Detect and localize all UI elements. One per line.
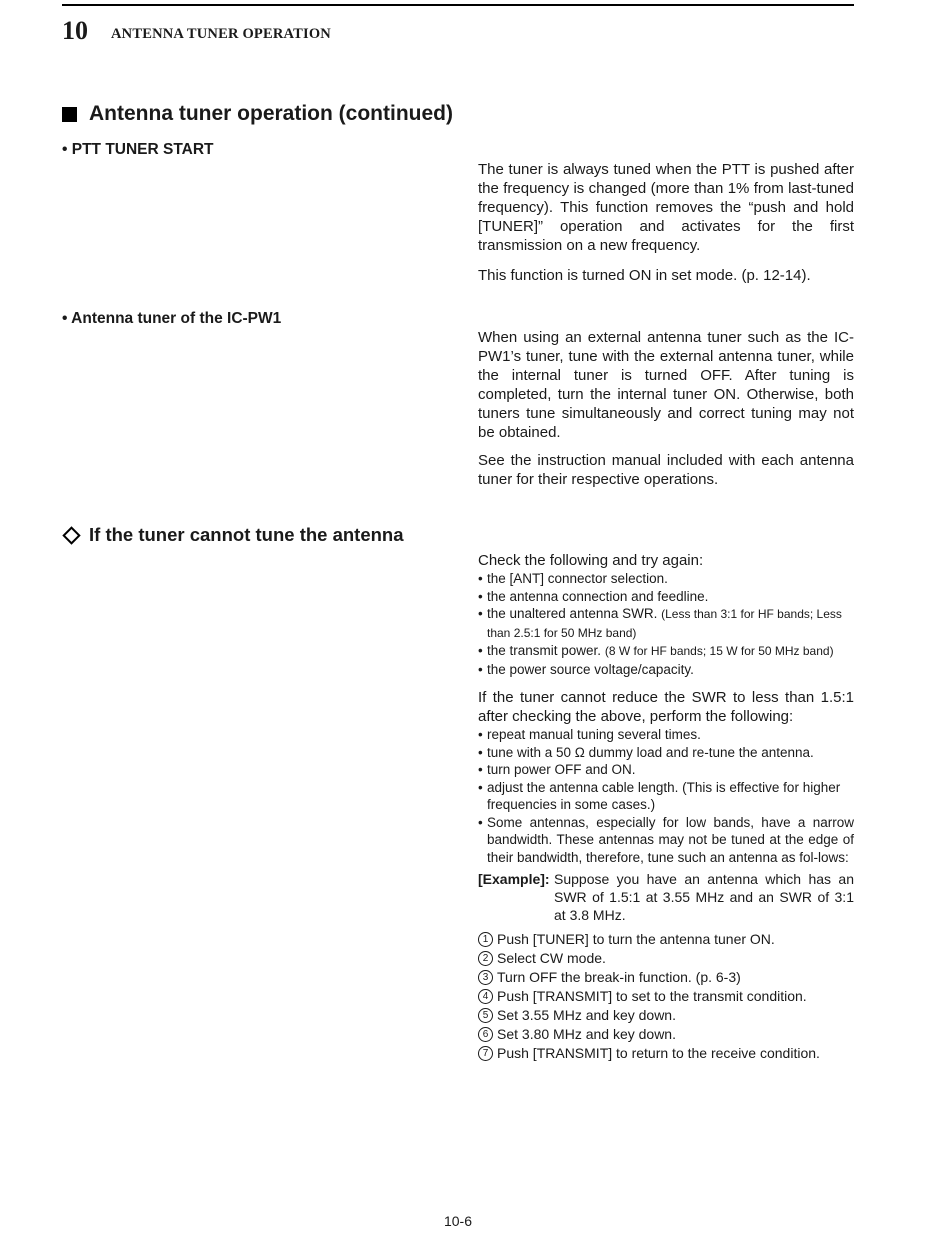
- step-item: 3 Turn OFF the break-in function. (p. 6-3): [478, 968, 854, 987]
- pw1-paragraph: When using an external antenna tuner such as the IC-PW1’s tuner, tune with the external antenna tuner, while the internal tuner is turned OFF. After tuning is completed, turn the internal tuner ON. Otherwise, both tuners tune simultaneously and correct tuning may not be obtained.: [478, 329, 854, 441]
- ptt-tuner-start-heading: • PTT TUNER START: [62, 141, 214, 158]
- check-intro: Check the following and try again:: [478, 552, 704, 569]
- list-item: • repeat manual tuning several times.: [478, 726, 854, 744]
- step-number: 3: [478, 970, 493, 985]
- list-item: • turn power OFF and ON.: [478, 761, 854, 779]
- list-item: • Some antennas, especially for low bands, have a narrow bandwidth. These antennas may not be tuned at the edge of their bandwidth, therefore, tune such an antenna as fol-lows:: [478, 814, 854, 867]
- page-number: 10-6: [443, 1213, 473, 1229]
- steps-list: [478, 930, 854, 1063]
- step-number: 5: [478, 1008, 493, 1023]
- list-item: • tune with a 50 Ω dummy load and re-tune the antenna.: [478, 744, 854, 762]
- step-number: 6: [478, 1027, 493, 1042]
- reduce-intro: If the tuner cannot reduce the SWR to less than 1.5:1 after checking the above, perform the following:: [478, 689, 854, 725]
- diamond-bullet-icon: [62, 526, 80, 544]
- step-item: 4 Push [TRANSMIT] to set to the transmit condition.: [478, 987, 854, 1006]
- list-item: • the transmit power. (8 W for HF bands; 15 W for 50 MHz band): [478, 642, 854, 661]
- example-text: Suppose you have an antenna which has an SWR of 1.5:1 at 3.55 MHz and an SWR of 3:1 at 3.8 MHz.: [554, 871, 854, 923]
- cannot-tune-heading-text: If the tuner cannot tune the antenna: [89, 524, 404, 545]
- step-item: 7 Push [TRANSMIT] to return to the receive condition.: [478, 1044, 854, 1063]
- list-item-note: (8 W for HF bands; 15 W for 50 MHz band): [604, 644, 834, 658]
- chapter-title: ANTENNA TUNER OPERATION: [111, 26, 331, 42]
- step-number: 7: [478, 1046, 493, 1061]
- list-item: • the antenna connection and feedline.: [478, 588, 854, 606]
- step-number: 4: [478, 989, 493, 1004]
- cannot-tune-heading: [62, 524, 404, 546]
- ptt-paragraph: The tuner is always tuned when the PTT is pushed after the frequency is changed (more than 1% from last-tuned frequency). This function removes the “push and hold [TUNER]” operation and activates for the first transmission on a new frequency.: [478, 161, 854, 254]
- list-item: • adjust the antenna cable length. (This is effective for higher frequencies in some cases.): [478, 779, 854, 814]
- step-item: 2 Select CW mode.: [478, 949, 854, 968]
- reduce-list: [478, 726, 854, 866]
- ic-pw1-heading: • Antenna tuner of the IC-PW1: [62, 310, 282, 327]
- list-item: • the [ANT] connector selection.: [478, 570, 854, 588]
- ic-pw1-body: [478, 328, 854, 489]
- step-item: 5 Set 3.55 MHz and key down.: [478, 1006, 854, 1025]
- example-block: [478, 870, 854, 924]
- cannot-tune-body: [478, 551, 854, 1063]
- check-list: [478, 570, 854, 678]
- step-number: 1: [478, 932, 493, 947]
- step-number: 2: [478, 951, 493, 966]
- ptt-tuner-start-body: [478, 160, 854, 285]
- square-bullet-icon: [62, 107, 77, 122]
- chapter-number: 10: [62, 16, 88, 45]
- example-label: [Example]:: [478, 871, 550, 887]
- list-item: • the unaltered antenna SWR. (Less than 3:1 for HF bands; Less than 2.5:1 for 50 MHz band): [478, 605, 854, 642]
- list-item-note: (Less than 3:1 for HF bands; Less than 2.5:1 for 50 MHz band): [487, 607, 842, 640]
- step-item: 6 Set 3.80 MHz and key down.: [478, 1025, 854, 1044]
- section-title-text: Antenna tuner operation (continued): [89, 102, 453, 125]
- ptt-paragraph: This function is turned ON in set mode. (p. 12-14).: [478, 267, 811, 284]
- pw1-paragraph: See the instruction manual included with each antenna tuner for their respective operations.: [478, 452, 854, 488]
- section-title: [62, 102, 453, 126]
- list-item: • the power source voltage/capacity.: [478, 661, 854, 679]
- step-item: 1 Push [TUNER] to turn the antenna tuner ON.: [478, 930, 854, 949]
- header-rule: [62, 4, 854, 6]
